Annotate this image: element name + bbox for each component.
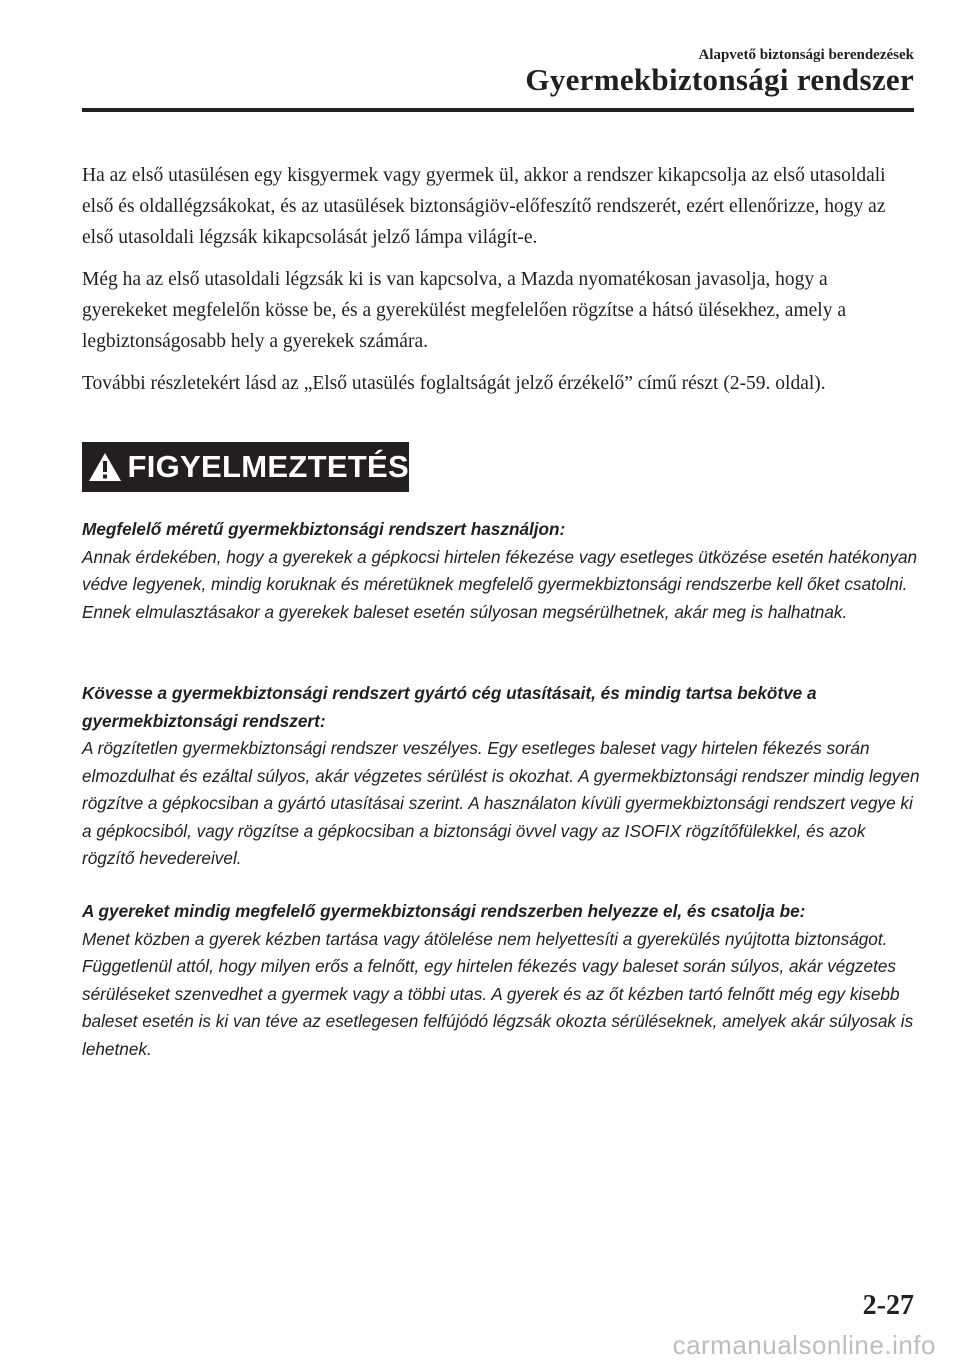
watermark: carmanualsonline.info (672, 1330, 936, 1360)
warning-heading: Kövesse a gyermekbiztonsági rendszert gyártó cég utasításait, és mindig tartsa bekötve a gyermekbiztonsági rendszert: (82, 683, 817, 731)
section-name: Alapvető biztonsági berendezések (698, 47, 914, 63)
page-title: Gyermekbiztonsági rendszer (525, 62, 914, 97)
warning-badge (82, 442, 409, 492)
warning-item-1 (82, 516, 922, 626)
warning-heading: A gyereket mindig megfelelő gyermekbiztonsági rendszerben helyezze el, és csatolja be: (82, 901, 806, 921)
warning-item-2 (82, 680, 922, 873)
header-divider (82, 108, 914, 112)
body-paragraph-3: További részletekért lásd az „Első utasülés foglaltságát jelző érzékelő” című részt (2-59. oldal). (82, 373, 826, 394)
page-number: 2-27 (862, 1290, 914, 1321)
body-paragraph-1: Ha az első utasülésen egy kisgyermek vagy gyermek ül, akkor a rendszer kikapcsolja az első utasoldali első és oldallégzsákokat, és az utasülések biztonságiöv-előfeszítő rendszerét, ezért ellenőrizze, hogy az első utasoldali légzsák kikapcsolását jelző lámpa világít-e. (82, 165, 886, 248)
warning-body: Annak érdekében, hogy a gyerekek a gépkocsi hirtelen fékezése vagy esetleges ütközése esetén hatékonyan védve legyenek, mindig koruknak és méretüknek megfelelő gyermekbiztonsági rendszerbe kell őket csatolni. Ennek elmulasztásakor a gyerekek baleset esetén súlyosan megsérülhetnek, akár meg is halhatnak. (82, 546, 918, 622)
warning-body: A rögzítetlen gyermekbiztonsági rendszer veszélyes. Egy esetleges baleset vagy hirtelen fékezés során elmozdulhat és ezáltal súlyos, akár végzetes sérülést is okozhat. A gyermekbiztonsági rendszer mindig legyen rögzítve a gépkocsiban a gyártó utasításai szerint. A használaton kívüli gyermekbiztonsági rendszert vegye ki a gépkocsiból, vagy rögzítse a gépkocsiban a biztonsági övvel vagy az ISOFIX rögzítőfülekkel, és azok rögzítő hevedereivel. (82, 738, 920, 868)
warning-triangle-icon (82, 442, 128, 492)
body-paragraph-2: Még ha az első utasoldali légzsák ki is van kapcsolva, a Mazda nyomatékosan javasolja, hogy a gyerekeket megfelelőn kösse be, és a gyerekülést megfelelően rögzítse a hátsó ülésekhez, amely a legbiztonságosabb hely a gyerekek számára. (82, 269, 846, 352)
warning-body: Menet közben a gyerek kézben tartása vagy átölelése nem helyettesíti a gyerekülés nyújtotta biztonságot. Függetlenül attól, hogy milyen erős a felnőtt, egy hirtelen fékezés vagy baleset során súlyos, akár végzetes sérüléseket szenvedhet a gyermek vagy a többi utas. A gyerek és az őt kézben tartó felnőtt még egy kisebb baleset esetén is ki van téve az esetlegesen felfújódó légzsák okozta sérüléseknek, amelyek akár súlyosak is lehetnek. (82, 928, 914, 1059)
warning-heading: Megfelelő méretű gyermekbiztonsági rendszert használjon: (82, 519, 566, 539)
warning-item-3 (82, 898, 922, 1063)
warning-label: FIGYELMEZTETÉS (127, 449, 409, 484)
